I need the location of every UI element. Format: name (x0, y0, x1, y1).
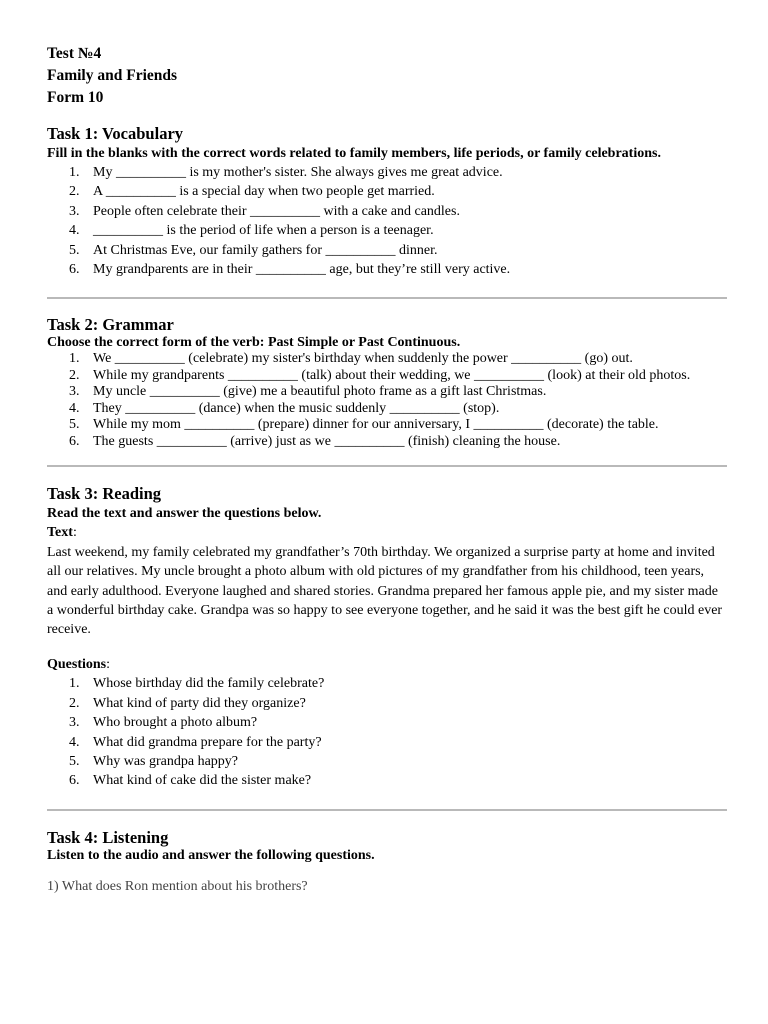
test-document (47, 43, 727, 896)
item-text: What kind of cake did the sister make? (93, 773, 312, 789)
item-text: Who brought a photo album? (93, 715, 258, 731)
task3-instruction: Read the text and answer the questions below. (47, 506, 322, 522)
list-item (69, 733, 727, 752)
item-text: While my grandparents __________ (talk) about their wedding, we __________ (look) at their old photos. (93, 367, 691, 383)
list-item (69, 351, 727, 368)
task2-list (47, 351, 727, 450)
task3-questions-list (47, 674, 727, 790)
test-number: Test №4 (47, 45, 102, 62)
item-number: 4. (69, 223, 80, 239)
task4-heading: Task 4: Listening (47, 827, 169, 847)
list-item (69, 400, 727, 418)
listening-question: 1) What does Ron mention about his brothers? (47, 878, 308, 894)
item-number: 6. (69, 262, 80, 278)
section-divider (47, 809, 727, 811)
item-text: The guests __________ (arrive) just as we __________ (finish) cleaning the house. (93, 433, 561, 449)
list-item (69, 771, 727, 790)
item-text: We __________ (celebrate) my sister's birthday when suddenly the power __________ (go) out. (93, 351, 633, 367)
list-item (69, 713, 727, 732)
item-text: My uncle __________ (give) me a beautiful photo frame as a gift last Christmas. (93, 384, 547, 400)
list-item (69, 694, 727, 713)
item-text: What kind of party did they organize? (93, 695, 306, 711)
item-text: While my mom __________ (prepare) dinner for our anniversary, I __________ (decorate) the table. (93, 417, 659, 433)
section-divider (47, 297, 727, 299)
reading-passage: Last weekend, my family celebrated my grandfather’s 70th birthday. We organized a surprise party at home and invited all our relatives. My uncle brought a photo album with old pictures of my grandfather from his childhood, teen years, and early adulthood. Everyone laughed and shared stories. Grandma prepared her famous apple pie, and my sister made a wonderful birthday cake. Grandpa was so happy to see everyone together, and he said it was the best gift he could ever receive. (47, 544, 723, 638)
task3-heading: Task 3: Reading (47, 484, 162, 504)
list-item (69, 384, 727, 401)
list-item (69, 202, 727, 221)
item-number: 6. (69, 433, 80, 449)
task3-section (47, 484, 727, 790)
item-text: What did grandma prepare for the party? (93, 734, 322, 750)
task1-section (47, 124, 727, 279)
questions-label-colon: : (106, 656, 111, 672)
item-number: 1. (69, 165, 80, 180)
item-text: A __________ is a special day when two people get married. (93, 184, 435, 200)
list-item (69, 182, 727, 201)
list-item (69, 433, 727, 451)
questions-label-line (47, 655, 727, 674)
list-item (69, 367, 727, 385)
questions-label: Questions (47, 656, 107, 672)
item-text: My grandparents are in their __________ age, but they’re still very active. (93, 262, 511, 278)
item-text: My __________ is my mother's sister. She always gives me great advice. (93, 165, 503, 180)
item-text: __________ is the period of life when a person is a teenager. (93, 223, 434, 239)
task1-instruction: Fill in the blanks with the correct words related to family members, life periods, or family celebrations. (47, 146, 661, 161)
text-label: Text (47, 525, 73, 541)
item-text: Why was grandpa happy? (93, 753, 239, 769)
text-label-line (47, 523, 727, 542)
item-number: 3. (69, 715, 80, 731)
list-item (69, 221, 727, 240)
item-number: 1. (69, 351, 80, 367)
item-number: 6. (69, 773, 80, 789)
item-number: 2. (69, 367, 80, 383)
list-item (69, 241, 727, 260)
item-text: People often celebrate their __________ with a cake and candles. (93, 203, 460, 219)
item-number: 5. (69, 753, 80, 769)
item-text: Whose birthday did the family celebrate? (93, 676, 325, 692)
list-item (69, 417, 727, 434)
list-item (69, 163, 727, 182)
item-number: 1. (69, 676, 80, 692)
list-item (69, 260, 727, 279)
item-number: 5. (69, 417, 80, 433)
item-number: 2. (69, 695, 80, 711)
task1-heading: Task 1: Vocabulary (47, 124, 184, 143)
task1-list (47, 163, 727, 279)
item-number: 5. (69, 242, 80, 258)
item-text: At Christmas Eve, our family gathers for __________ dinner. (93, 242, 438, 258)
list-item (69, 674, 727, 693)
task2-heading: Task 2: Grammar (47, 315, 174, 335)
test-topic: Family and Friends (47, 67, 178, 84)
item-number: 2. (69, 184, 80, 200)
test-form: Form 10 (47, 89, 104, 106)
task4-instruction: Listen to the audio and answer the following questions. (47, 847, 375, 863)
section-divider (47, 465, 727, 467)
document-header (47, 43, 727, 109)
item-number: 4. (69, 734, 80, 750)
item-number: 3. (69, 384, 80, 400)
item-number: 4. (69, 400, 80, 416)
list-item (69, 752, 727, 771)
item-number: 3. (69, 203, 80, 219)
text-label-colon: : (72, 525, 77, 541)
task2-instruction: Choose the correct form of the verb: Past Simple or Past Continuous. (47, 335, 461, 351)
task2-section (47, 315, 727, 450)
item-text: They __________ (dance) when the music suddenly __________ (stop). (93, 400, 500, 416)
task4-section (47, 828, 727, 896)
